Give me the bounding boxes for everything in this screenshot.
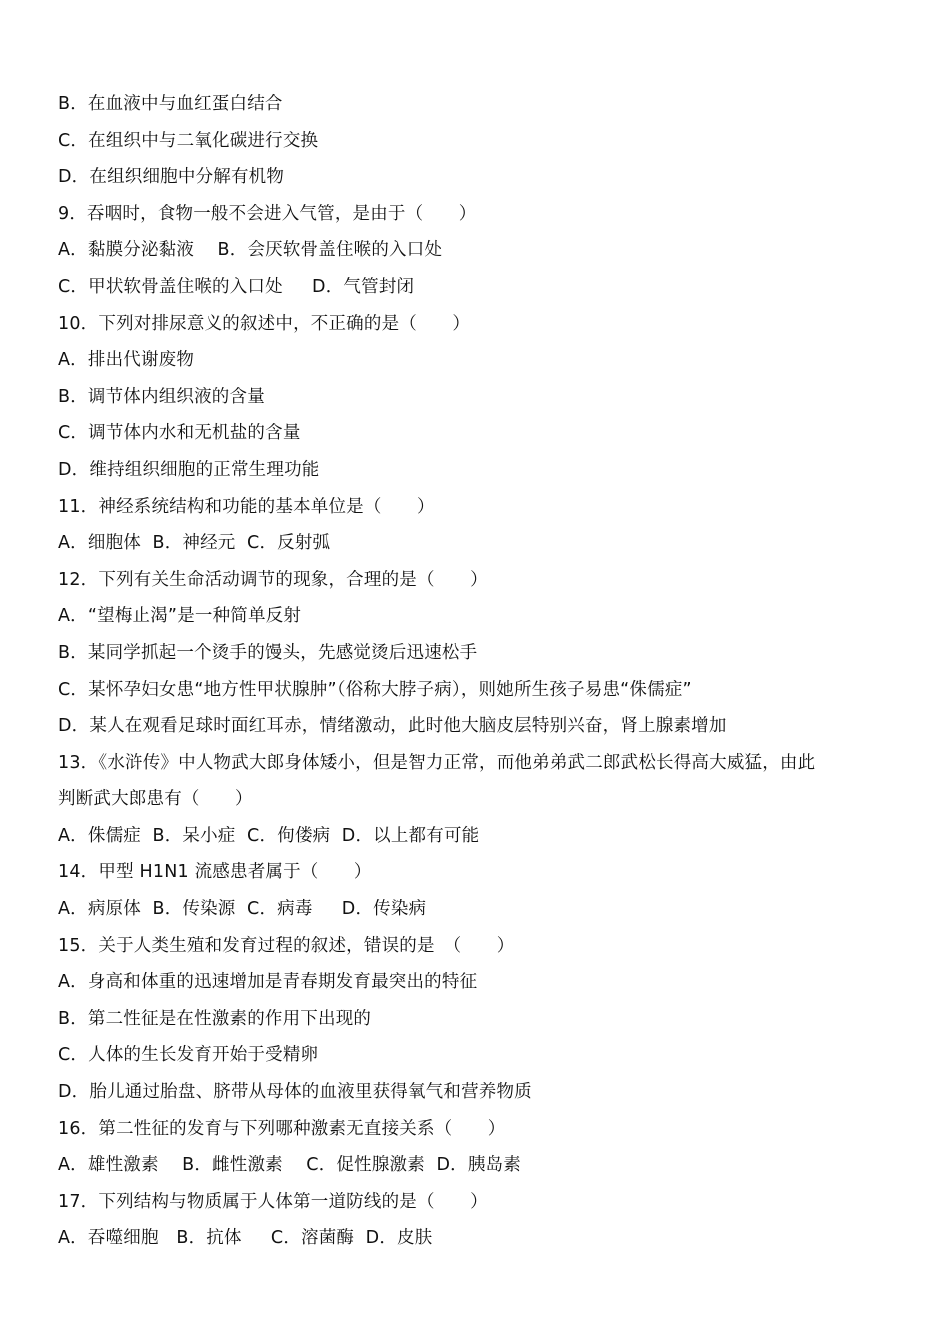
option-line: B．第二性征是在性激素的作用下出现的 [58,1008,372,1029]
option-line: A．侏儒症 B．呆小症 C．佝偻病 D．以上都有可能 [58,825,480,846]
option-line: B．调节体内组织液的含量 [58,386,265,407]
question-line: 9．吞咽时，食物一般不会进入气管，是由于（ ） [58,203,477,224]
option-line: C．调节体内水和无机盐的含量 [58,423,301,444]
option-line: A．病原体 B．传染源 C．病毒 D．传染病 [58,899,427,920]
question-line: 15．关于人类生殖和发育过程的叙述，错误的是 （ ） [58,935,515,956]
question-line: 11．神经系统结构和功能的基本单位是（ ） [58,496,435,517]
question-line: 12．下列有关生命活动调节的现象，合理的是（ ） [58,569,488,590]
option-line: B．在血液中与血红蛋白结合 [58,94,283,114]
question-line: 判断武大郎患有（ ） [58,789,253,810]
question-line: 17．下列结构与物质属于人体第一道防线的是（ ） [58,1191,488,1212]
option-line: A．吞噬细胞 B．抗体 C．溶菌酶 D．皮肤 [58,1228,433,1249]
option-line: B．某同学抓起一个烫手的馒头，先感觉烫后迅速松手 [58,642,478,663]
option-line: C．甲状软骨盖住喉的入口处 D．气管封闭 [58,276,415,297]
option-line: A．排出代谢废物 [58,350,195,371]
option-line: D．某人在观看足球时面红耳赤，情绪激动，此时他大脑皮层特别兴奋，肾上腺素增加 [58,716,727,737]
option-line: C．某怀孕妇女患“地方性甲状腺肿”（俗称大脖子病），则她所生孩子易患“侏儒症” [58,679,692,700]
question-list [58,86,898,1257]
option-line: D．在组织细胞中分解有机物 [58,167,285,188]
option-line: C．人体的生长发育开始于受精卵 [58,1045,319,1066]
option-line: A．细胞体 B．神经元 C．反射弧 [58,533,331,554]
option-line: D．维持组织细胞的正常生理功能 [58,459,320,480]
question-line: 14．甲型 H1N1 流感患者属于（ ） [58,862,372,883]
option-line: A．“望梅止渴”是一种简单反射 [58,606,302,627]
question-line: 10．下列对排尿意义的叙述中，不正确的是（ ） [58,313,471,334]
option-line: A．身高和体重的迅速增加是青春期发育最突出的特征 [58,972,478,993]
option-line: C．在组织中与二氧化碳进行交换 [58,130,319,151]
question-line: 16．第二性征的发育与下列哪种激素无直接关系（ ） [58,1118,506,1139]
option-line: A．黏膜分泌黏液 B．会厌软骨盖住喉的入口处 [58,240,443,261]
question-line: 13．《水浒传》中人物武大郎身体矮小，但是智力正常，而他弟弟武二郎武松长得高大威猛，由此 [58,752,816,773]
option-line: A．雄性激素 B．雌性激素 C．促性腺激素 D．胰岛素 [58,1155,521,1176]
option-line: D．胎儿通过胎盘、脐带从母体的血液里获得氧气和营养物质 [58,1082,532,1103]
